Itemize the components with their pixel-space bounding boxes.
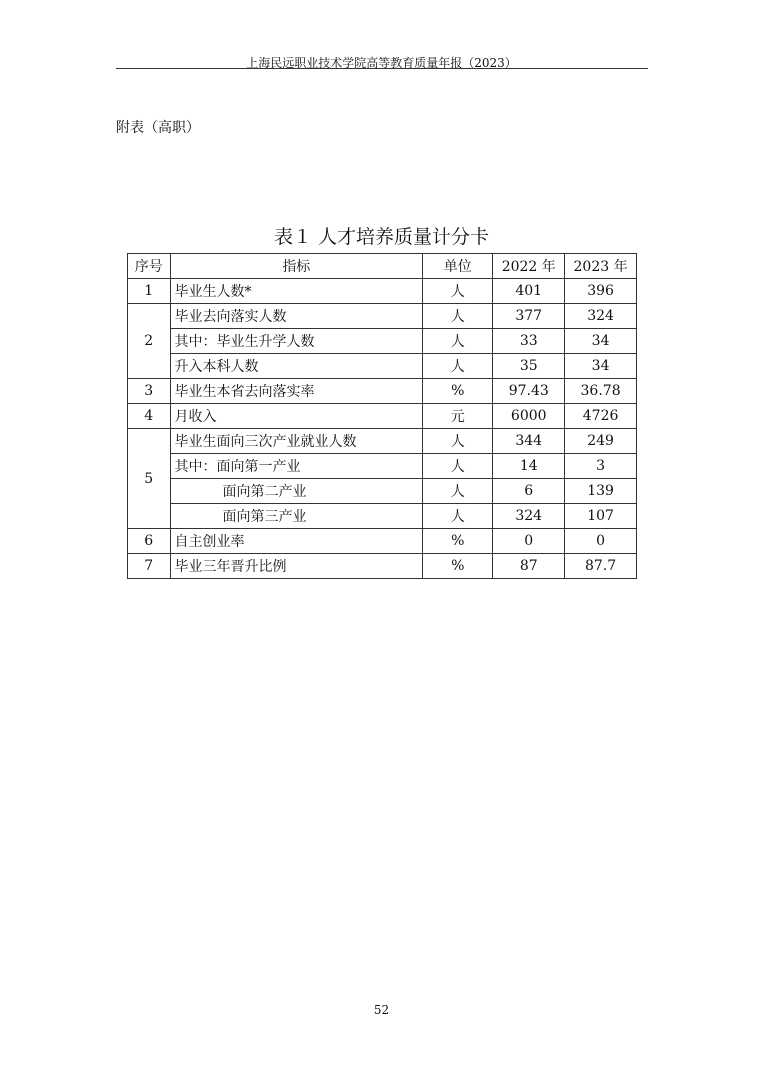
row-indicator: 升入本科人数 [170, 354, 423, 379]
row-indicator: 月收入 [170, 404, 423, 429]
row-indicator: 其中：面向第一产业 [170, 454, 423, 479]
page-number: 52 [373, 1003, 390, 1017]
table-row [128, 329, 637, 354]
row-number: 6 [128, 529, 171, 554]
table-row [128, 504, 637, 529]
row-value-2022: 401 [493, 279, 565, 304]
table-row [128, 279, 637, 304]
row-unit: 人 [423, 304, 493, 329]
row-unit: 人 [423, 329, 493, 354]
table-row [128, 304, 637, 329]
row-value-2022: 377 [493, 304, 565, 329]
row-indicator: 毕业生面向三次产业就业人数 [170, 429, 423, 454]
row-indicator: 毕业生本省去向落实率 [170, 379, 423, 404]
row-unit: 人 [423, 429, 493, 454]
column-header-indicator: 指标 [170, 254, 423, 279]
table-row [128, 429, 637, 454]
row-unit: 人 [423, 479, 493, 504]
table-row [128, 529, 637, 554]
row-number: 4 [128, 404, 171, 429]
row-number: 3 [128, 379, 171, 404]
page-header: 上海民远职业技术学院高等教育质量年报（2023） [246, 56, 517, 70]
row-value-2022: 35 [493, 354, 565, 379]
row-indicator: 毕业三年晋升比例 [170, 554, 423, 579]
row-value-2022: 344 [493, 429, 565, 454]
row-number: 5 [128, 429, 171, 529]
appendix-label: 附表（高职） [116, 120, 200, 136]
row-number: 7 [128, 554, 171, 579]
table-row [128, 479, 637, 504]
row-unit: 元 [423, 404, 493, 429]
header-divider [116, 68, 648, 69]
column-header-number: 序号 [128, 254, 171, 279]
row-value-2023: 139 [565, 479, 637, 504]
row-value-2023: 34 [565, 354, 637, 379]
row-value-2022: 0 [493, 529, 565, 554]
row-value-2023: 249 [565, 429, 637, 454]
table-row [128, 454, 637, 479]
table-title: 表１ 人才培养质量计分卡 [273, 226, 490, 248]
row-value-2022: 6 [493, 479, 565, 504]
row-value-2022: 14 [493, 454, 565, 479]
row-unit: % [423, 379, 493, 404]
quality-scorecard-table [127, 253, 637, 579]
row-value-2023: 324 [565, 304, 637, 329]
row-value-2023: 87.7 [565, 554, 637, 579]
row-value-2023: 34 [565, 329, 637, 354]
table-row [128, 354, 637, 379]
row-value-2023: 3 [565, 454, 637, 479]
row-value-2023: 0 [565, 529, 637, 554]
row-number: 2 [128, 304, 171, 379]
table-row [128, 379, 637, 404]
row-unit: 人 [423, 279, 493, 304]
column-header-2022: 2022 年 [493, 254, 565, 279]
row-indicator: 毕业去向落实人数 [170, 304, 423, 329]
row-unit: % [423, 529, 493, 554]
row-value-2022: 97.43 [493, 379, 565, 404]
row-value-2022: 6000 [493, 404, 565, 429]
row-value-2023: 4726 [565, 404, 637, 429]
row-unit: 人 [423, 454, 493, 479]
column-header-unit: 单位 [423, 254, 493, 279]
row-indicator: 毕业生人数* [170, 279, 423, 304]
row-value-2023: 36.78 [565, 379, 637, 404]
table-row [128, 554, 637, 579]
row-value-2023: 107 [565, 504, 637, 529]
row-value-2022: 87 [493, 554, 565, 579]
row-unit: 人 [423, 354, 493, 379]
row-value-2023: 396 [565, 279, 637, 304]
row-indicator: 其中：毕业生升学人数 [170, 329, 423, 354]
row-number: 1 [128, 279, 171, 304]
table-row [128, 404, 637, 429]
row-indicator: 自主创业率 [170, 529, 423, 554]
row-indicator: 面向第二产业 [170, 479, 423, 504]
row-indicator: 面向第三产业 [170, 504, 423, 529]
column-header-2023: 2023 年 [565, 254, 637, 279]
row-value-2022: 33 [493, 329, 565, 354]
table-header-row [128, 254, 637, 279]
row-unit: % [423, 554, 493, 579]
row-value-2022: 324 [493, 504, 565, 529]
row-unit: 人 [423, 504, 493, 529]
